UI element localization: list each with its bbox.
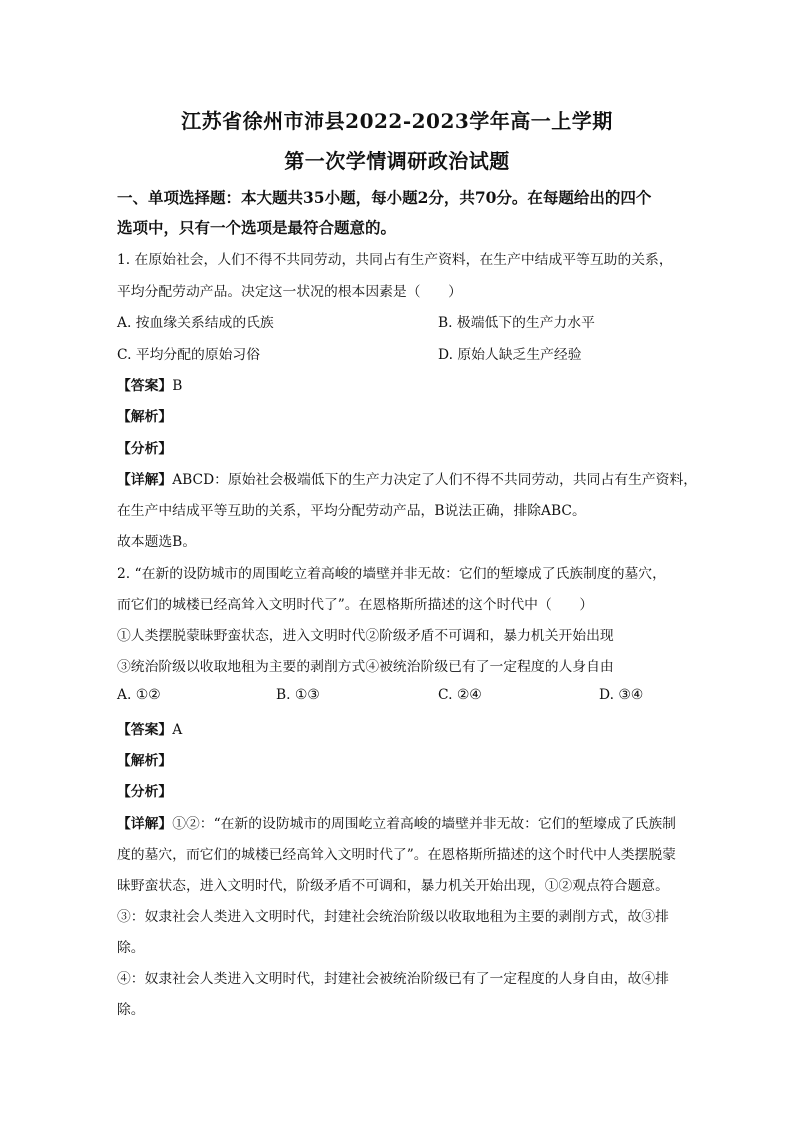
detail-text: ABCD：原始社会极端低下的生产力决定了人们不得不共同劳动，共同占有生产资料， (172, 472, 698, 488)
q2-fenxi-label: 【分析】 (117, 784, 173, 800)
q1-analysis-label: 【解析】 (117, 409, 173, 425)
q2-option-b: B. ①③ (276, 687, 320, 703)
q1-option-d: D. 原始人缺乏生产经验 (438, 347, 582, 363)
q2-option-c: C. ②④ (438, 687, 482, 703)
q2-detail-line7: 除。 (117, 1002, 145, 1018)
q1-fenxi-label: 【分析】 (117, 441, 173, 457)
q1-stem-line1: 1. 在原始社会，人们不得不共同劳动，共同占有生产资料，在生产中结成平等互助的关系， (117, 252, 673, 268)
q1-option-b: B. 极端低下的生产力水平 (438, 315, 595, 331)
q2-detail-line4: ③：奴隶社会人类进入文明时代，封建社会统治阶级以收取地租为主要的剥削方式，故③排 (117, 909, 669, 925)
answer-label: 【答案】 (117, 378, 173, 394)
answer-value: B (172, 378, 183, 394)
q2-detail-line2: 度的墓穴，而它们的城楼已经高耸入文明时代了”。在恩格斯所描述的这个时代中人类摆脱蒙 (117, 847, 676, 863)
section-heading-line1: 一、单项选择题：本大题共35小题，每小题2分，共70分。在每题给出的四个 (117, 188, 652, 207)
q1-answer (117, 374, 182, 394)
section-heading (117, 183, 687, 243)
q2-detail-line3: 昧野蛮状态，进入文明时代，阶级矛盾不可调和，暴力机关开始出现，①②观点符合题意。 (117, 878, 669, 894)
q2-detail-line6: ④：奴隶社会人类进入文明时代，封建社会被统治阶级已有了一定程度的人身自由，故④排 (117, 971, 669, 987)
q2-detail-line5: 除。 (117, 940, 145, 956)
q1-detail-line3: 故本题选B。 (117, 534, 197, 550)
answer-value: A (172, 722, 183, 738)
section-heading-line2: 选项中，只有一个选项是最符合题意的。 (117, 218, 397, 237)
answer-label: 【答案】 (117, 722, 173, 738)
q1-detail-line2: 在生产中结成平等互助的关系，平均分配劳动产品，B说法正确，排除ABC。 (117, 503, 586, 519)
q2-stem-line2: 而它们的城楼已经高耸入文明时代了”。在恩格斯所描述的这个时代中（ ） (117, 597, 594, 613)
q1-stem-line2: 平均分配劳动产品。决定这一状况的根本因素是（ ） (117, 284, 462, 300)
q2-stem-line1: 2. “在新的设防城市的周围屹立着高峻的墙壁并非无故：它们的堑壕成了氏族制度的墓穴， (117, 566, 666, 582)
q2-answer (117, 718, 182, 738)
q2-detail-line1 (117, 812, 676, 832)
q2-stem-line4: ③统治阶级以收取地租为主要的剥削方式④被统治阶级已有了一定程度的人身自由 (117, 659, 614, 675)
exam-title-line2: 第一次学情调研政治试题 (284, 149, 510, 173)
q2-analysis-label: 【解析】 (117, 753, 173, 769)
q1-option-c: C. 平均分配的原始习俗 (117, 347, 261, 363)
detail-text: ①②：“在新的设防城市的周围屹立着高峻的墙壁并非无故：它们的堑壕成了氏族制 (172, 816, 676, 832)
detail-label: 【详解】 (117, 472, 173, 488)
exam-title-line1: 江苏省徐州市沛县2022-2023学年高一上学期 (181, 109, 613, 133)
q2-option-a: A. ①② (117, 687, 161, 703)
q1-detail-line1 (117, 468, 697, 488)
q2-option-d: D. ③④ (599, 687, 644, 703)
q2-stem-line3: ①人类摆脱蒙昧野蛮状态，进入文明时代②阶级矛盾不可调和，暴力机关开始出现 (117, 628, 614, 644)
q1-option-a: A. 按血缘关系结成的氏族 (117, 315, 274, 331)
detail-label: 【详解】 (117, 816, 173, 832)
